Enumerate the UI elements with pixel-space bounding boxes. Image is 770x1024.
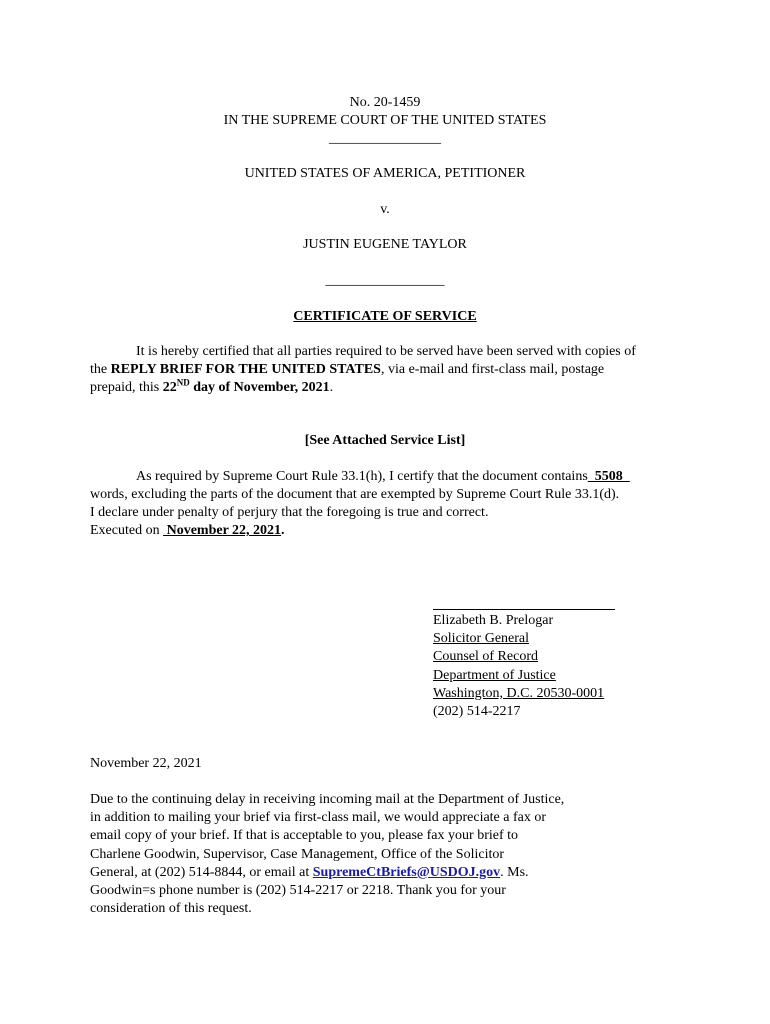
service-list-note: [See Attached Service List] bbox=[304, 433, 466, 448]
petitioner-line: UNITED STATES OF AMERICA, PETITIONER bbox=[244, 166, 526, 181]
signature-line bbox=[433, 609, 615, 610]
versus-line: v. bbox=[380, 202, 390, 217]
executed-line: Executed on November 22, 2021. bbox=[90, 523, 285, 538]
email-link[interactable]: SupremeCtBriefs@USDOJ.gov bbox=[312, 864, 501, 880]
executed-date: November 22, 2021 bbox=[163, 523, 282, 538]
signer-address: Washington, D.C. 20530-0001 bbox=[433, 685, 605, 701]
certificate-paragraph-line-3: prepaid, this 22ND day of November, 2021. bbox=[90, 377, 334, 395]
mail-delay-note: Due to the continuing delay in receiving incoming mail at the Department of Justice, in addition to mailing your brief via first-class mail, we would appreciate a fax or email copy of your brief. If that is acceptable to you, please fax your brief to Charlene Goodwin, Supervisor, Case Management, Office of the Solicitor General, at (202) 514-8844, or email at SupremeCtBriefs@USDOJ.gov. Ms. Goodwin=s phone number is (202) 514-2217 or 2218. Thank you for your consideration of this request. bbox=[90, 792, 565, 917]
word-count-line-1: As required by Supreme Court Rule 33.1(h), I certify that the document contains 5508 bbox=[136, 469, 630, 484]
signer-department: Department of Justice bbox=[433, 667, 556, 683]
respondent-line: JUSTIN EUGENE TAYLOR bbox=[303, 237, 467, 252]
word-count-line-2: words, excluding the parts of the document that are exempted by Supreme Court Rule 33.1(d). bbox=[90, 487, 620, 502]
signer-name: Elizabeth B. Prelogar bbox=[433, 613, 554, 628]
signer-phone: (202) 514-2217 bbox=[433, 704, 521, 720]
note-date: November 22, 2021 bbox=[90, 756, 202, 771]
court-name: IN THE SUPREME COURT OF THE UNITED STATES bbox=[223, 113, 547, 128]
word-count: 5508 bbox=[587, 469, 630, 484]
signer-role: Counsel of Record bbox=[433, 649, 538, 665]
certificate-heading: CERTIFICATE OF SERVICE bbox=[293, 309, 477, 324]
docket-number: No. 20-1459 bbox=[349, 95, 421, 110]
certificate-paragraph-line-1: It is hereby certified that all parties required to be served have been served with copies of bbox=[136, 344, 636, 359]
caption-rule-2: _________________ bbox=[325, 273, 445, 288]
certificate-paragraph-line-2: the REPLY BRIEF FOR THE UNITED STATES, via e-mail and first-class mail, postage bbox=[90, 362, 605, 377]
service-day: 22ND day of November, 2021 bbox=[162, 377, 330, 395]
signature-block bbox=[433, 612, 604, 721]
caption-rule-1: ________________ bbox=[329, 131, 441, 146]
brief-title: REPLY BRIEF FOR THE UNITED STATES bbox=[110, 362, 381, 377]
signer-title: Solicitor General bbox=[433, 631, 530, 647]
perjury-declaration: I declare under penalty of perjury that the foregoing is true and correct. bbox=[90, 505, 489, 520]
